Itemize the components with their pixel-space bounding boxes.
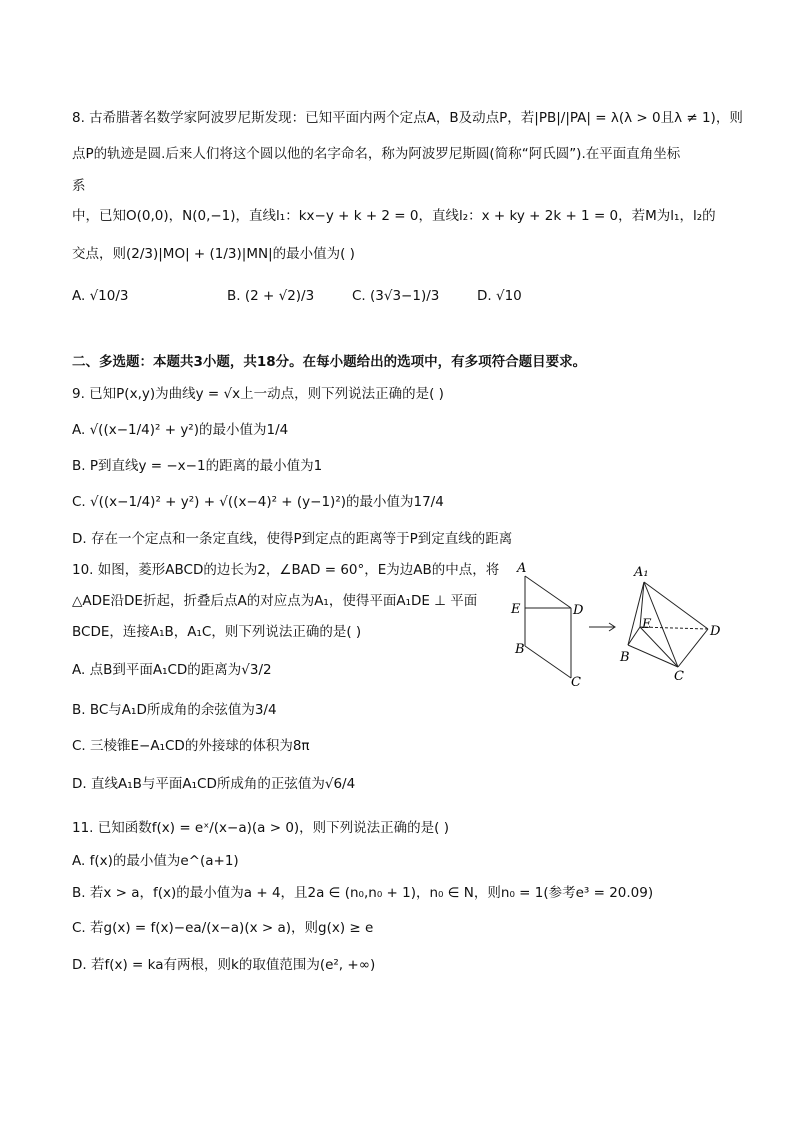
q8-line-1: 8. 古希腊著名数学家阿波罗尼斯发现：已知平面内两个定点A，B及动点P，若|PB|/|PA| = λ(λ > 0且λ ≠ 1)，则 [72,110,743,126]
q8-line-5: 交点，则(2/3)|MO| + (1/3)|MN|的最小值为( ) [72,246,355,262]
section-2-heading: 二、多选题：本题共3小题，共18分。在每小题给出的选项中，有多项符合题目要求。 [72,354,587,370]
label-c: C [674,669,684,684]
q9-stem: 9. 已知P(x,y)为曲线y = √x上一动点，则下列说法正确的是( ) [72,386,444,402]
q9-option-b: B. P到直线y = −x−1的距离的最小值为1 [72,458,323,474]
label-b: B [515,642,525,657]
q10-option-d: D. 直线A₁B与平面A₁CD所成角的正弦值为√6/4 [72,776,356,792]
label-e: E [511,602,521,617]
q11-option-d: D. 若f(x) = ka有两根，则k的取值范围为(e², +∞) [72,957,376,973]
q9-option-c: C. √((x−1/4)² + y²) + √((x−4)² + (y−1)²)的最小值为17/4 [72,494,444,510]
q11-option-a: A. f(x)的最小值为e^(a+1) [72,853,239,869]
edge-ec [640,627,678,667]
q10-option-b: B. BC与A₁D所成角的余弦值为3/4 [72,702,277,718]
q8-option-a: A. √10/3 [72,288,129,304]
q8-line-4: 中，已知O(0,0)，N(0,−1)，直线l₁：kx−y + k + 2 = 0，直线l₂：x + ky + 2k + 1 = 0，若M为l₁，l₂的 [72,208,716,224]
label-e: E [642,617,652,632]
label-c: C [571,675,581,690]
q10-line-3: BCDE，连接A₁B，A₁C，则下列说法正确的是( ) [72,624,362,640]
q8-line-2: 点P的轨迹是圆.后来人们将这个圆以他的名字命名，称为阿波罗尼斯圆(简称“阿氏圆”).在平面直角坐标 [72,146,681,162]
q10-line-2: △ADE沿DE折起，折叠后点A的对应点为A₁，使得平面A₁DE ⊥ 平面 [72,593,478,609]
q8-options [72,286,712,310]
q10-option-c: C. 三棱锥E−A₁CD的外接球的体积为8π [72,738,310,754]
q10-option-a: A. 点B到平面A₁CD的距离为√3/2 [72,662,272,678]
edge-bc [525,646,571,678]
q9-option-d: D. 存在一个定点和一条定直线，使得P到定点的距离等于P到定直线的距离 [72,531,513,547]
q11-stem: 11. 已知函数f(x) = eˣ/(x−a)(a > 0)，则下列说法正确的是( ) [72,820,449,836]
q11-option-b: B. 若x > a，f(x)的最小值为a + 4，且2a ∈ (n₀,n₀ + 1)，n₀ ∈ N，则n₀ = 1(参考e³ = 20.09) [72,885,654,901]
q11-option-c: C. 若g(x) = f(x)−ea/(x−a)(x > a)，则g(x) ≥ e [72,920,374,936]
label-a: A [517,561,527,576]
rhombus-diagram [505,558,595,690]
label-b: B [620,650,630,665]
label-d: D [710,624,721,639]
q9-option-a: A. √((x−1/4)² + y²)的最小值为1/4 [72,422,289,438]
label-a1: A₁ [634,565,649,580]
edge-da [525,576,571,608]
q8-option-c: C. (3√3−1)/3 [352,288,440,304]
q8-line-3: 系 [72,178,86,194]
folded-pyramid-diagram [612,560,732,685]
q10-line-1: 10. 如图，菱形ABCD的边长为2，∠BAD = 60°，E为边AB的中点，将 [72,562,500,578]
q8-option-d: D. √10 [477,288,522,304]
q8-option-b: B. (2 + √2)/3 [227,288,315,304]
label-d: D [573,603,584,618]
edge-cd [678,629,708,667]
